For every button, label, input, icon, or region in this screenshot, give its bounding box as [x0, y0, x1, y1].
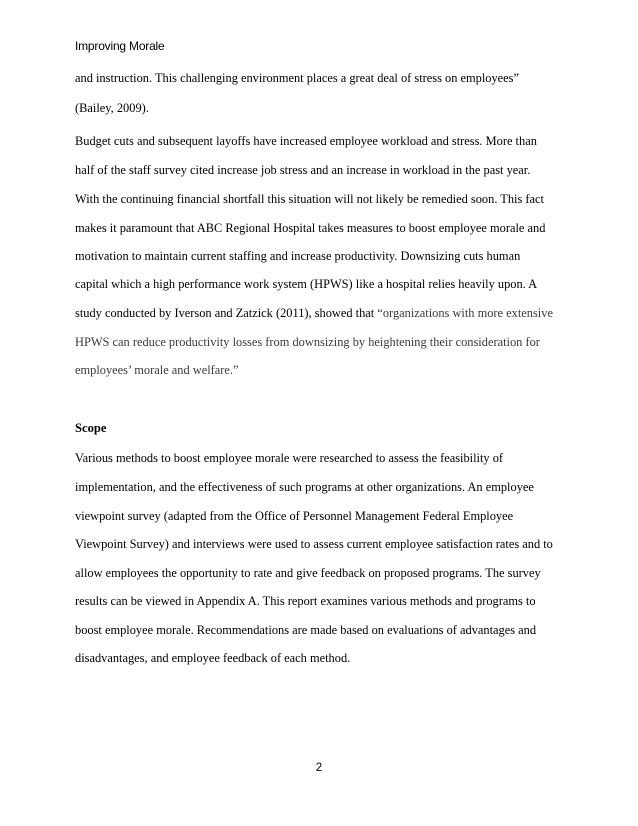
text-line: Various methods to boost employee morale were researched to assess the feasibility of [75, 451, 504, 465]
paragraph-continued [75, 69, 575, 115]
text-line: disadvantages, and employee feedback of each method. [75, 651, 351, 665]
text-line: half of the staff survey cited increase job stress and an increase in workload in the past year. [75, 163, 531, 177]
paragraph-scope [75, 449, 575, 679]
text-line: results can be viewed in Appendix A. This report examines various methods and programs to [75, 594, 536, 608]
paragraph-budget-cuts [75, 132, 575, 392]
text-line: motivation to maintain current staffing and increase productivity. Downsizing cuts human [75, 249, 521, 263]
text-line: (Bailey, 2009). [75, 101, 149, 115]
text-segment: study conducted by Iverson and Zatzick (2011), showed that [75, 306, 378, 320]
text-line: Viewpoint Survey) and interviews were used to assess current employee satisfaction rates and to [75, 537, 553, 551]
text-line: Budget cuts and subsequent layoffs have increased employee workload and stress. More than [75, 134, 537, 148]
text-line: capital which a high performance work system (HPWS) like a hospital relies heavily upon. A [75, 277, 538, 291]
text-line: With the continuing financial shortfall this situation will not likely be remedied soon. This fact [75, 192, 544, 206]
quotation-line: HPWS can reduce productivity losses from downsizing by heightening their consideration for [75, 335, 540, 349]
quotation-line: employees’ morale and welfare.” [75, 363, 239, 377]
quotation-segment: “organizations with more extensive [377, 306, 553, 320]
text-line: boost employee morale. Recommendations are made based on evaluations of advantages and [75, 623, 537, 637]
text-line: viewpoint survey (adapted from the Office of Personnel Management Federal Employee [75, 509, 514, 523]
text-line [75, 304, 553, 322]
section-heading-scope: Scope [75, 421, 107, 435]
text-line: makes it paramount that ABC Regional Hospital takes measures to boost employee morale and [75, 221, 546, 235]
text-line: and instruction. This challenging environment places a great deal of stress on employees” [75, 71, 519, 85]
text-line: implementation, and the effectiveness of such programs at other organizations. An employee [75, 480, 534, 494]
text-line: allow employees the opportunity to rate and give feedback on proposed programs. The survey [75, 566, 541, 580]
running-head: Improving Morale [75, 39, 165, 53]
page-number: 2 [315, 762, 323, 774]
